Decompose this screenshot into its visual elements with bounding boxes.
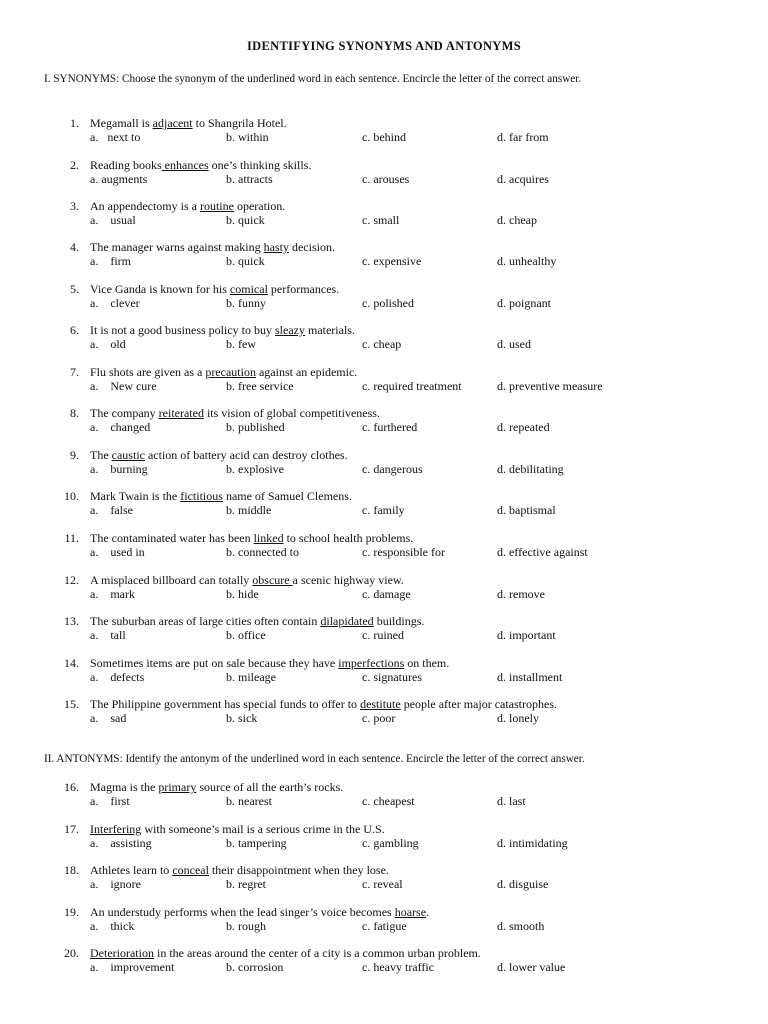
- answer-choice[interactable]: a. firm: [90, 254, 131, 268]
- answer-choice[interactable]: c. gambling: [362, 836, 419, 850]
- answer-choice[interactable]: a. old: [90, 337, 126, 351]
- question-stem: [0, 905, 768, 919]
- question-text: [90, 158, 311, 172]
- answer-choice[interactable]: a. usual: [90, 213, 136, 227]
- question-text-post: on them.: [404, 656, 450, 670]
- worksheet-title: IDENTIFYING SYNONYMS AND ANTONYMS: [247, 39, 521, 53]
- question-text: [90, 531, 413, 545]
- question-number: 9.: [70, 448, 79, 462]
- underlined-word: reiterated: [158, 406, 204, 420]
- underlined-word: hasty: [263, 240, 289, 254]
- answer-choice[interactable]: b. tampering: [226, 836, 287, 850]
- underlined-word: routine: [199, 199, 234, 213]
- question-text-post: .: [426, 905, 430, 919]
- question-stem: [0, 822, 768, 836]
- answer-choice[interactable]: b. within: [226, 130, 269, 144]
- question-stem: [0, 531, 768, 545]
- question-text-pre: The company: [90, 406, 159, 420]
- question-text-pre: The: [90, 448, 112, 462]
- question-text: [90, 365, 357, 379]
- answer-choice[interactable]: b. corrosion: [226, 960, 284, 974]
- answer-choices: [0, 877, 768, 891]
- question-number: 14.: [64, 656, 79, 670]
- answer-choice[interactable]: a. mark: [90, 587, 135, 601]
- answer-choices: [0, 296, 768, 310]
- question-stem: [0, 614, 768, 628]
- question-text: [90, 448, 348, 462]
- question-text-pre: The contaminated water has been: [90, 531, 254, 545]
- answer-choice[interactable]: a. changed: [90, 420, 151, 434]
- answer-choice[interactable]: b. middle: [226, 503, 272, 517]
- answer-choices: [0, 130, 768, 144]
- question-text-pre: The suburban areas of large cities often contain: [90, 614, 321, 628]
- answer-choice[interactable]: c. reveal: [362, 877, 403, 891]
- question-stem: [0, 780, 768, 794]
- answer-choice[interactable]: b. mileage: [226, 670, 276, 684]
- question-item: [0, 489, 768, 517]
- answer-choices: [0, 213, 768, 227]
- answer-choice[interactable]: a. false: [90, 503, 133, 517]
- underlined-word: caustic: [111, 448, 145, 462]
- answer-choice[interactable]: d. remove: [497, 587, 545, 601]
- underlined-word: adjacent: [152, 116, 193, 130]
- answer-choice[interactable]: d. baptismal: [497, 503, 556, 517]
- question-text: [90, 282, 339, 296]
- question-item: [0, 282, 768, 310]
- question-text-post: decision.: [288, 240, 335, 254]
- question-text: [90, 240, 335, 254]
- question-text-pre: The manager warns against making: [90, 240, 264, 254]
- question-number: 15.: [64, 697, 79, 711]
- question-number: 11.: [64, 531, 79, 545]
- answer-choice[interactable]: a. sad: [90, 711, 127, 725]
- question-item: [0, 158, 768, 186]
- answer-choice[interactable]: a. tall: [90, 628, 126, 642]
- question-number: 1.: [70, 116, 79, 130]
- answer-choice[interactable]: d. debilitating: [497, 462, 564, 476]
- answer-choice[interactable]: b. quick: [226, 254, 265, 268]
- question-text-pre: Vice Ganda is known for his: [90, 282, 230, 296]
- answer-choice[interactable]: d. intimidating: [497, 836, 568, 850]
- answer-choice[interactable]: b. explosive: [226, 462, 284, 476]
- answer-choice[interactable]: d. used: [497, 337, 531, 351]
- answer-choice[interactable]: d. smooth: [497, 919, 545, 933]
- question-stem: [0, 323, 768, 337]
- answer-choice[interactable]: a. clever: [90, 296, 140, 310]
- question-text: [90, 573, 404, 587]
- answer-choice[interactable]: b. rough: [226, 919, 266, 933]
- underlined-word: Interfering: [90, 822, 142, 836]
- question-text-post: materials.: [304, 323, 355, 337]
- answer-choice[interactable]: c. behind: [362, 130, 406, 144]
- question-item: [0, 531, 768, 559]
- question-item: [0, 905, 768, 933]
- question-number: 13.: [64, 614, 79, 628]
- answer-choice[interactable]: c. responsible for: [362, 545, 445, 559]
- question-item: [0, 448, 768, 476]
- question-text: [90, 656, 449, 670]
- question-text-post: one’s thinking skills.: [208, 158, 312, 172]
- answer-choice[interactable]: c. signatures: [362, 670, 422, 684]
- answer-choice[interactable]: d. last: [497, 794, 526, 808]
- question-item: [0, 614, 768, 642]
- answer-choice[interactable]: a. assisting: [90, 836, 152, 850]
- answer-choice[interactable]: c. family: [362, 503, 405, 517]
- question-item: [0, 365, 768, 393]
- answer-choices: [0, 628, 768, 642]
- answer-choice[interactable]: a. augments: [90, 172, 148, 186]
- answer-choice[interactable]: b. nearest: [226, 794, 272, 808]
- question-item: [0, 863, 768, 891]
- question-text-pre: Reading books: [90, 158, 162, 172]
- underlined-word: enhances: [161, 158, 209, 172]
- question-item: [0, 656, 768, 684]
- answer-choice[interactable]: c. arouses: [362, 172, 410, 186]
- question-stem: [0, 946, 768, 960]
- question-number: 6.: [70, 323, 79, 337]
- question-item: [0, 323, 768, 351]
- question-text-post: its vision of global competitiveness.: [203, 406, 380, 420]
- question-text-pre: Megamall is: [90, 116, 153, 130]
- question-number: 16.: [64, 780, 79, 794]
- answer-choice[interactable]: c. cheap: [362, 337, 402, 351]
- answer-choices: [0, 794, 768, 808]
- question-text-pre: A misplaced billboard can totally: [90, 573, 253, 587]
- question-text: [90, 199, 285, 213]
- answer-choice[interactable]: b. published: [226, 420, 285, 434]
- answer-choice[interactable]: b. connected to: [226, 545, 299, 559]
- question-stem: [0, 697, 768, 711]
- question-text: [90, 323, 355, 337]
- question-number: 19.: [64, 905, 79, 919]
- answer-choice[interactable]: d. effective against: [497, 545, 588, 559]
- answer-choice[interactable]: d. unhealthy: [497, 254, 557, 268]
- answer-choice[interactable]: d. lower value: [497, 960, 566, 974]
- question-item: [0, 780, 768, 808]
- answer-choice[interactable]: a. New cure: [90, 379, 157, 393]
- question-text-pre: An understudy performs when the lead singer’s voice becomes: [90, 905, 395, 919]
- question-text-post: source of all the earth’s rocks.: [196, 780, 344, 794]
- answer-choice[interactable]: b. regret: [226, 877, 266, 891]
- answer-choice[interactable]: d. far from: [497, 130, 549, 144]
- answer-choice[interactable]: a. burning: [90, 462, 148, 476]
- question-number: 12.: [64, 573, 79, 587]
- question-item: [0, 822, 768, 850]
- question-text: [90, 822, 385, 836]
- question-item: [0, 240, 768, 268]
- answer-choices: [0, 337, 768, 351]
- question-stem: [0, 158, 768, 172]
- answer-choice[interactable]: d. cheap: [497, 213, 537, 227]
- answer-choice[interactable]: d. important: [497, 628, 556, 642]
- question-stem: [0, 282, 768, 296]
- answer-choice[interactable]: b. attracts: [226, 172, 273, 186]
- answer-choices: [0, 587, 768, 601]
- question-stem: [0, 656, 768, 670]
- question-text-post: action of battery acid can destroy clothes.: [144, 448, 348, 462]
- answer-choices: [0, 379, 768, 393]
- answer-choice[interactable]: b. office: [226, 628, 266, 642]
- answer-choice[interactable]: d. acquires: [497, 172, 549, 186]
- question-stem: [0, 365, 768, 379]
- underlined-word: hoarse: [394, 905, 427, 919]
- answer-choice[interactable]: a. defects: [90, 670, 145, 684]
- answer-choice[interactable]: a. next to: [90, 130, 141, 144]
- answer-choices: [0, 836, 768, 850]
- answer-choice[interactable]: b. free service: [226, 379, 294, 393]
- question-stem: [0, 573, 768, 587]
- question-item: [0, 697, 768, 725]
- question-number: 3.: [70, 199, 79, 213]
- question-text-post: buildings.: [373, 614, 425, 628]
- question-text: [90, 780, 343, 794]
- question-number: 2.: [70, 158, 79, 172]
- underlined-word: obscure: [252, 573, 293, 587]
- question-text: [90, 697, 557, 711]
- question-text-pre: Flu shots are given as a: [90, 365, 206, 379]
- question-number: 4.: [70, 240, 79, 254]
- synonyms-instruction: I. SYNONYMS: Choose the synonym of the underlined word in each sentence. Encircle the letter of the correct answer.: [44, 73, 582, 85]
- question-item: [0, 116, 768, 144]
- question-number: 20.: [64, 946, 79, 960]
- answer-choices: [0, 462, 768, 476]
- underlined-word: linked: [253, 531, 284, 545]
- answer-choice[interactable]: c. dangerous: [362, 462, 423, 476]
- underlined-word: dilapidated: [320, 614, 374, 628]
- question-number: 18.: [64, 863, 79, 877]
- antonyms-instruction: II. ANTONYMS: Identify the antonym of the underlined word in each sentence. Encircle the letter of the correct answer.: [44, 753, 585, 765]
- answer-choice[interactable]: b. sick: [226, 711, 258, 725]
- answer-choice[interactable]: a. used in: [90, 545, 145, 559]
- question-text-post: against an epidemic.: [255, 365, 358, 379]
- answer-choice[interactable]: c. heavy traffic: [362, 960, 435, 974]
- answer-choices: [0, 254, 768, 268]
- question-stem: [0, 489, 768, 503]
- question-text-pre: Sometimes items are put on sale because they have: [90, 656, 339, 670]
- underlined-word: fictitious: [180, 489, 223, 503]
- question-stem: [0, 863, 768, 877]
- question-number: 5.: [70, 282, 79, 296]
- question-number: 10.: [64, 489, 79, 503]
- answer-choice[interactable]: a. first: [90, 794, 130, 808]
- underlined-word: sleazy: [275, 323, 305, 337]
- answer-choices: [0, 503, 768, 517]
- answer-choice[interactable]: d. disguise: [497, 877, 549, 891]
- answer-choice[interactable]: c. poor: [362, 711, 396, 725]
- question-text: [90, 116, 287, 130]
- answer-choice[interactable]: d. poignant: [497, 296, 551, 310]
- answer-choice[interactable]: c. fatigue: [362, 919, 407, 933]
- question-text-post: people after major catastrophes.: [400, 697, 557, 711]
- question-number: 17.: [64, 822, 79, 836]
- question-text-pre: Athletes learn to: [90, 863, 173, 877]
- answer-choice[interactable]: b. hide: [226, 587, 259, 601]
- question-item: [0, 199, 768, 227]
- question-number: 8.: [70, 406, 79, 420]
- answer-choice[interactable]: a. ignore: [90, 877, 141, 891]
- answer-choices: [0, 670, 768, 684]
- answer-choice[interactable]: c. polished: [362, 296, 414, 310]
- question-stem: [0, 199, 768, 213]
- answer-choice[interactable]: c. required treatment: [362, 379, 462, 393]
- question-text: [90, 489, 352, 503]
- answer-choice[interactable]: c. cheapest: [362, 794, 415, 808]
- underlined-word: primary: [158, 780, 197, 794]
- underlined-word: precaution: [205, 365, 256, 379]
- question-text-post: name of Samuel Clemens.: [222, 489, 352, 503]
- question-text: [90, 406, 380, 420]
- question-text: [90, 614, 424, 628]
- question-text-post: with someone’s mail is a serious crime in the U.S.: [141, 822, 385, 836]
- underlined-word: destitute: [360, 697, 401, 711]
- question-stem: [0, 406, 768, 420]
- answer-choice[interactable]: c. expensive: [362, 254, 422, 268]
- question-item: [0, 573, 768, 601]
- answer-choice[interactable]: d. preventive measure: [497, 379, 603, 393]
- answer-choice[interactable]: d. lonely: [497, 711, 539, 725]
- answer-choice[interactable]: b. quick: [226, 213, 265, 227]
- question-item: [0, 946, 768, 974]
- underlined-word: Deterioration: [90, 946, 154, 960]
- answer-choices: [0, 545, 768, 559]
- question-text-post: to school health problems.: [283, 531, 414, 545]
- answer-choice[interactable]: b. funny: [226, 296, 266, 310]
- question-number: 7.: [70, 365, 79, 379]
- question-text-post: their disappointment when they lose.: [208, 863, 389, 877]
- question-stem: [0, 116, 768, 130]
- question-stem: [0, 448, 768, 462]
- underlined-word: imperfections: [338, 656, 405, 670]
- question-text-post: performances.: [267, 282, 340, 296]
- question-text: [90, 863, 389, 877]
- answer-choice[interactable]: c. damage: [362, 587, 411, 601]
- question-text: [90, 946, 481, 960]
- answer-choices: [0, 711, 768, 725]
- answer-choice[interactable]: d. installment: [497, 670, 563, 684]
- question-text-post: a scenic highway view.: [292, 573, 404, 587]
- question-text-pre: Magma is the: [90, 780, 159, 794]
- answer-choice[interactable]: a. improvement: [90, 960, 175, 974]
- question-stem: [0, 240, 768, 254]
- question-text-post: to Shangrila Hotel.: [192, 116, 287, 130]
- question-text-pre: Mark Twain is the: [90, 489, 181, 503]
- question-item: [0, 406, 768, 434]
- answer-choice[interactable]: c. small: [362, 213, 400, 227]
- question-text-pre: It is not a good business policy to buy: [90, 323, 275, 337]
- answer-choices: [0, 960, 768, 974]
- answer-choices: [0, 172, 768, 186]
- answer-choice[interactable]: c. furthered: [362, 420, 418, 434]
- question-text-post: in the areas around the center of a city is a common urban problem.: [153, 946, 481, 960]
- answer-choice[interactable]: d. repeated: [497, 420, 550, 434]
- underlined-word: comical: [229, 282, 268, 296]
- answer-choice[interactable]: c. ruined: [362, 628, 404, 642]
- answer-choice[interactable]: a. thick: [90, 919, 135, 933]
- question-text-pre: The Philippine government has special funds to offer to: [90, 697, 361, 711]
- question-text-pre: An appendectomy is a: [90, 199, 200, 213]
- answer-choices: [0, 420, 768, 434]
- question-text-post: operation.: [233, 199, 286, 213]
- underlined-word: conceal: [172, 863, 209, 877]
- answer-choices: [0, 919, 768, 933]
- question-text: [90, 905, 429, 919]
- answer-choice[interactable]: b. few: [226, 337, 256, 351]
